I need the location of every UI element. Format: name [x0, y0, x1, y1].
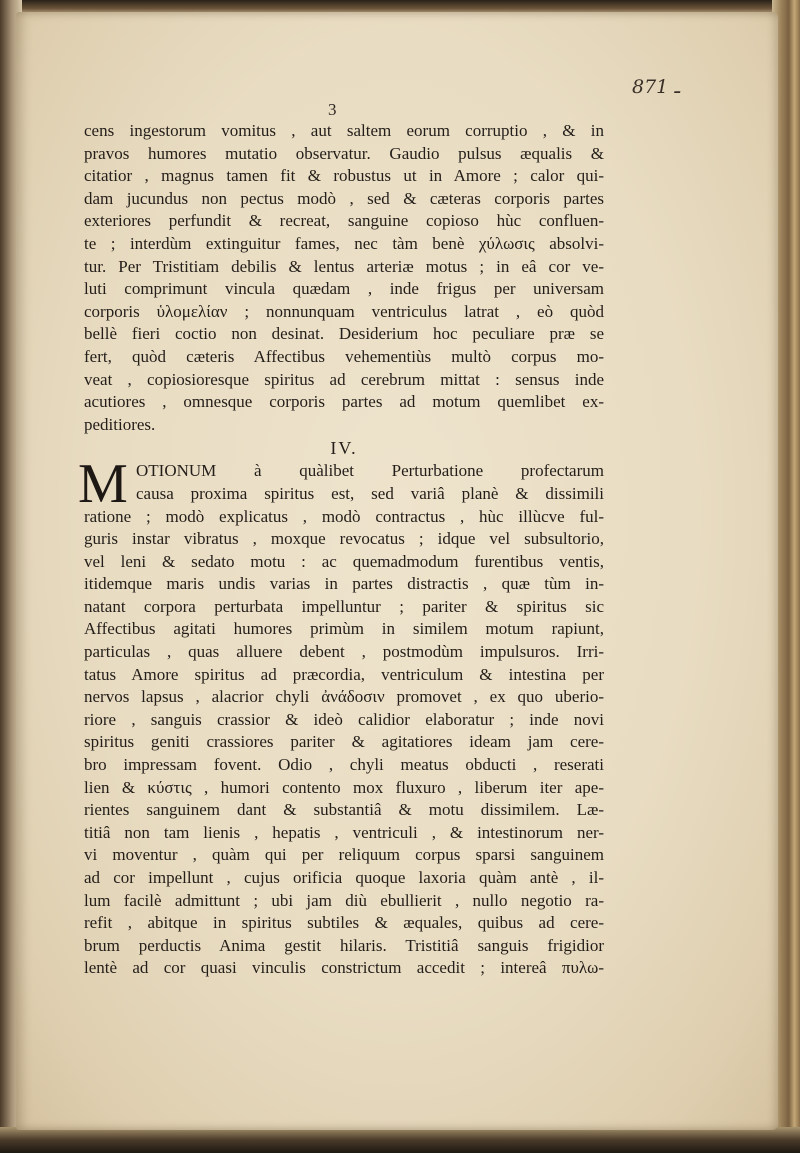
text-line: refit , abitque in spiritus subtiles & æquales, quibus ad cere- — [84, 913, 604, 933]
text-line: ratione ; modò explicatus , modò contractus , hùc illùcve ful- — [84, 506, 604, 526]
text-line: cens ingestorum vomitus , aut saltem eorum corruptio , & in — [84, 121, 604, 140]
text-line: guris instar vibratus , moxque revocatus ; idque vel subsultorio, — [84, 529, 604, 549]
text-line: lien & κύστις , humori contento mox fluxuro , liberum iter ape- — [84, 777, 604, 797]
book-bottom-edge — [0, 1127, 800, 1153]
text-line: pravos humores mutatio observatur. Gaudio pulsus æqualis & — [84, 143, 604, 163]
text-line: luti comprimunt vincula quædam , inde frigus per universam — [84, 279, 604, 299]
text-line: bro impressam fovent. Odio , chyli meatus obducti , reserati — [84, 755, 604, 775]
text-line: spiritus geniti crassiores pariter & agitatiores ideam jam cere- — [84, 732, 604, 752]
text-line: vi moventur , quàm qui per reliquum corpus sparsi sanguinem — [84, 845, 604, 865]
section-heading: IV. — [330, 438, 358, 459]
text-line: dam jucundus non pectus modò , sed & cæteras corporis partes — [84, 188, 604, 208]
paper-page — [16, 12, 778, 1130]
text-line: titiâ non tam lienis , hepatis , ventriculi , & intestinorum ner- — [84, 822, 604, 842]
handwritten-shelfmark: ـ 871 — [632, 76, 680, 98]
text-line: citatior , magnus tamen fit & robustus ut in Amore ; calor qui- — [84, 166, 604, 186]
text-line: Affectibus agitati humores primùm in similem motum rapiunt, — [84, 619, 604, 639]
text-line: causa proxima spiritus est, sed variâ planè & dissimili — [136, 483, 604, 503]
text-line: corporis ὑλομελίαν ; nonnunquam ventriculus latrat , eò quòd — [84, 301, 604, 321]
text-line: tatus Amore spiritus ad præcordia, ventriculum & intestina per — [84, 664, 604, 684]
text-line: rientes sanguinem dant & substantiâ & motu dissimilem. Læ- — [84, 800, 604, 820]
body-text — [78, 120, 604, 980]
text-line: brum perductis Anima gestit hilaris. Tristitiâ sanguis frigidior — [84, 935, 604, 955]
text-line: acutiores , omnesque corporis partes ad motum quemlibet ex- — [84, 392, 604, 412]
text-line: lum facilè admittunt ; ubi jam diù ebullierit , nullo negotio ra- — [84, 890, 604, 910]
paragraph-top — [84, 120, 604, 436]
text-line: exteriores perfundit & recreat, sanguine copioso hùc confluen- — [84, 211, 604, 231]
text-line: natant corpora perturbata impelluntur ; pariter & spiritus sic — [84, 596, 604, 616]
text-line: riore , sanguis crassior & ideò calidior elaboratur ; inde novi — [84, 709, 604, 729]
text-line: itidemque maris undis varias in partes distractis , quæ tùm in- — [84, 574, 604, 594]
text-line: vel leni & sedato motu : ac quemadmodum furentibus ventis, — [84, 551, 604, 571]
text-line: peditiores. — [84, 414, 156, 434]
text-line: ad cor impellunt , cujus orificia quoque laxoria quàm antè , il- — [84, 868, 604, 887]
drop-cap-initial: M — [78, 453, 128, 516]
text-line: tur. Per Tristitiam debilis & lentus arteriæ motus ; in eâ cor ve- — [84, 256, 604, 276]
text-line: veat , copiosioresque spiritus ad cerebrum mittat : sensus inde — [84, 369, 604, 389]
text-line: particulas , quas alluere debent , postmodùm impulsuros. Irri- — [84, 642, 604, 662]
text-line: bellè fieri coctio non desinat. Desiderium hoc peculiare præ se — [84, 324, 604, 344]
text-line: te ; interdùm extinguitur fames, nec tàm benè χύλωσις absolvi- — [84, 233, 604, 253]
text-line: fert, quòd cæteris Affectibus vehementiùs multò corpus mo- — [84, 346, 604, 366]
text-line: nervos lapsus , alacrior chyli ἀνάδοσιν promovet , ex quo uberio- — [84, 687, 604, 707]
text-line: OTIONUM à quàlibet Perturbatione profectarum — [136, 461, 604, 481]
paragraph-main — [78, 453, 604, 980]
text-line: lentè ad cor quasi vinculis constrictum accedit ; intereâ πυλω- — [84, 958, 604, 978]
page-number: 3 — [328, 100, 337, 119]
